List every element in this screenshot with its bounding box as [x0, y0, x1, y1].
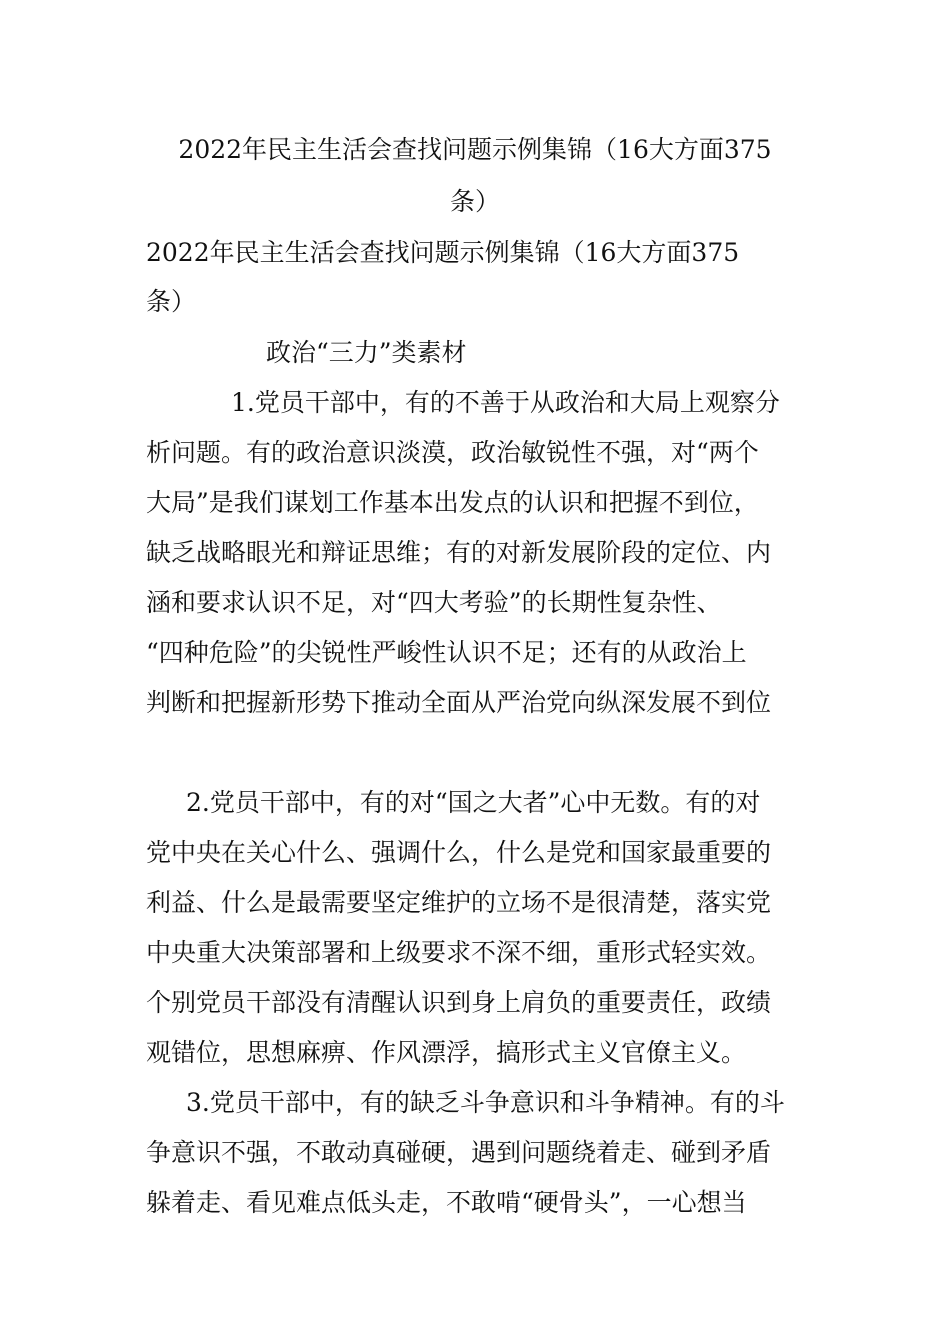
paragraph-line: 3.党员干部中，有的缺乏斗争意识和斗争精神。有的斗 — [186, 1088, 785, 1117]
paragraph-line: 利益、什么是最需要坚定维护的立场不是很清楚，落实党 — [146, 888, 772, 917]
document-title-line-2: 条） — [449, 187, 500, 216]
paragraph-line: 2.党员干部中，有的对“国之大者”心中无数。有的对 — [186, 788, 761, 817]
paragraph-line: 争意识不强，不敢动真碰硬，遇到问题绕着走、碰到矛盾 — [146, 1138, 772, 1167]
paragraph-line: 观错位，思想麻痹、作风漂浮，搞形式主义官僚主义。 — [146, 1038, 747, 1067]
paragraph-line: 1.党员干部中，有的不善于从政治和大局上观察分 — [231, 388, 780, 417]
repeated-title-line-2: 条） — [146, 287, 197, 316]
paragraph-line: 判断和把握新形势下推动全面从严治党向纵深发展不到位 — [146, 688, 772, 717]
repeated-title-line-1: 2022年民主生活会查找问题示例集锦（16大方面375 — [146, 238, 740, 267]
paragraph-line: 中央重大决策部署和上级要求不深不细，重形式轻实效。 — [146, 938, 772, 967]
paragraph-line: 个别党员干部没有清醒认识到身上肩负的重要责任，政绩 — [146, 988, 772, 1017]
paragraph-line: 涵和要求认识不足，对“四大考验”的长期性复杂性、 — [146, 588, 722, 617]
section-heading: 政治“三力”类素材 — [266, 338, 467, 367]
paragraph-line: 大局”是我们谋划工作基本出发点的认识和把握不到位， — [146, 488, 759, 517]
paragraph-line: 析问题。有的政治意识淡漠，政治敏锐性不强，对“两个 — [146, 438, 759, 467]
document-title-line-1: 2022年民主生活会查找问题示例集锦（16大方面375 — [178, 135, 772, 164]
paragraph-line: “四种危险”的尖锐性严峻性认识不足；还有的从政治上 — [146, 638, 747, 667]
paragraph-line: 缺乏战略眼光和辩证思维；有的对新发展阶段的定位、内 — [146, 538, 772, 567]
paragraph-line: 躲着走、看见难点低头走，不敢啃“硬骨头”，一心想当 — [146, 1188, 747, 1217]
paragraph-line: 党中央在关心什么、强调什么，什么是党和国家最重要的 — [146, 838, 772, 867]
